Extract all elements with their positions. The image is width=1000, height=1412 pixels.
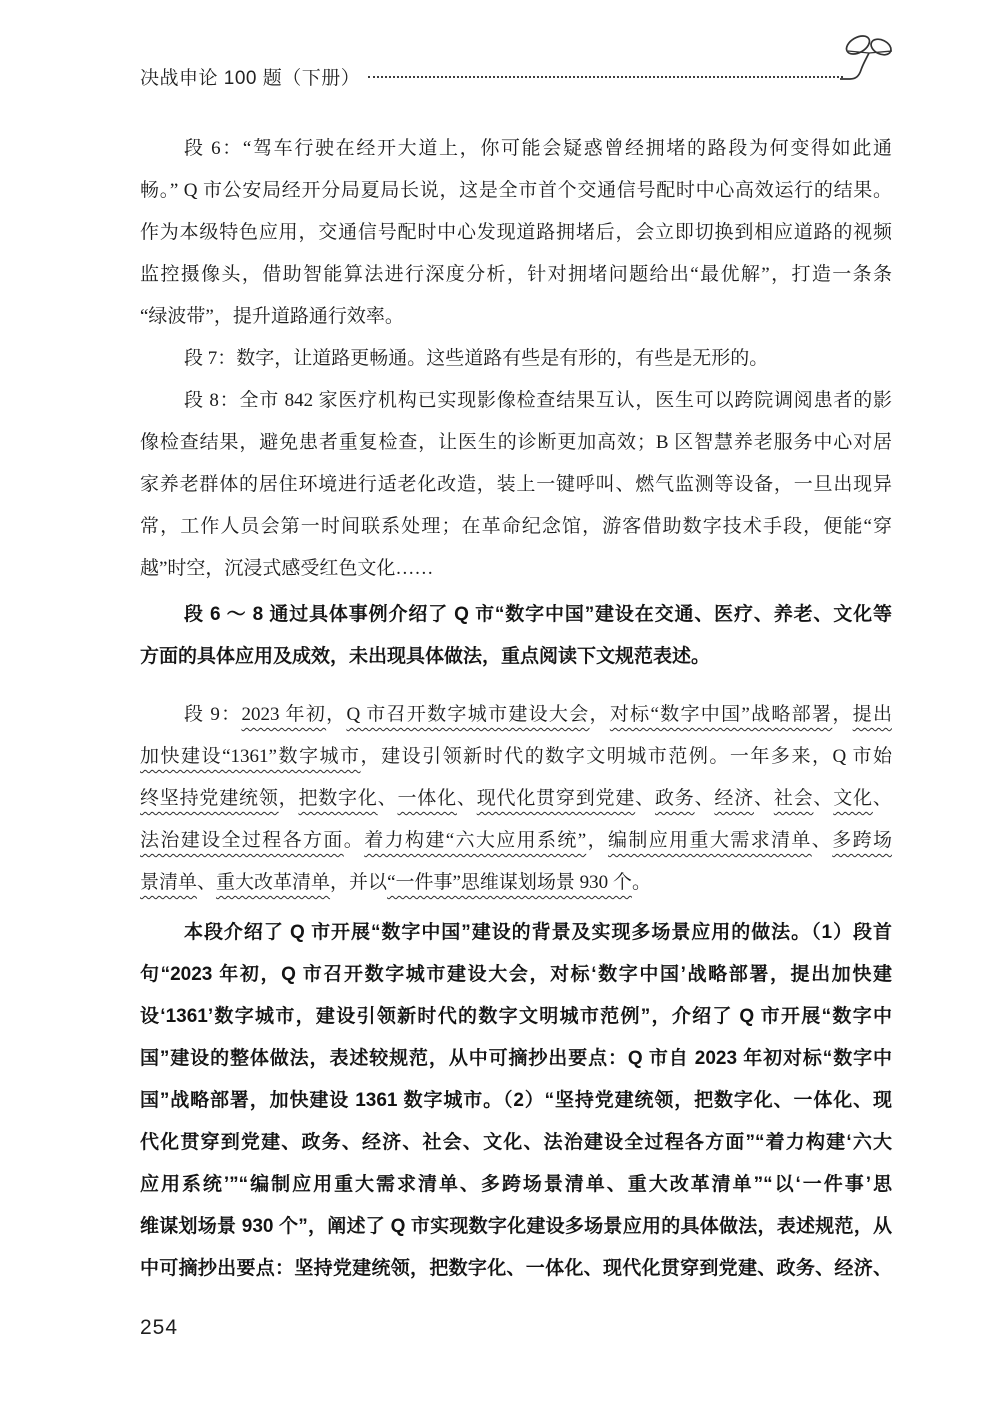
paragraph-comment-duan9 (140, 912, 892, 1290)
wavy-underlined-text: 法治建设全过程各方面 (140, 830, 344, 851)
text-line (140, 996, 892, 1038)
wavy-underlined-text: 着力构建“六大应用系统” (364, 830, 587, 851)
text-line (140, 912, 892, 954)
page-header (140, 42, 898, 92)
wavy-underlined-text: 政务 (654, 788, 695, 809)
paragraph-duan8 (140, 380, 892, 590)
wavy-underlined-text: 终坚持党建统领 (140, 788, 279, 809)
paragraph-duan6 (140, 128, 892, 338)
wavy-underlined-text: 编制应用重大需求清单 (608, 830, 812, 851)
text-line (140, 338, 892, 380)
text-segment: 国”战略部署，加快建设 1361 数字城市。（2）“坚持党建统领，把数字化、一体化、现 (140, 1090, 892, 1111)
text-line (140, 1206, 892, 1248)
text-segment: 、 (694, 788, 715, 809)
wavy-underlined-text: 文化 (833, 788, 873, 809)
wavy-underlined-text: 社会 (773, 788, 814, 809)
text-line (140, 820, 892, 862)
text-line (140, 1122, 892, 1164)
text-segment: ， (326, 704, 347, 725)
text-line (140, 128, 892, 170)
text-segment: 。 (343, 830, 365, 851)
text-line (140, 464, 892, 506)
text-segment: 、 (377, 788, 398, 809)
wavy-underlined-text: 现代化贯穿到党建 (476, 788, 636, 809)
text-segment: 。 (631, 872, 651, 893)
text-segment: ， (589, 704, 610, 725)
paragraph-comment-duan6-8 (140, 594, 892, 678)
text-line (140, 548, 892, 590)
text-line (140, 506, 892, 548)
text-segment: 畅。” Q 市公安局经开分局夏局长说，这是全市首个交通信号配时中心高效运行的结果。 (140, 180, 892, 201)
wavy-underlined-text: 经济 (714, 788, 754, 809)
document-body (140, 128, 892, 1290)
wavy-underlined-text: Q 市召开数字城市建设大会 (346, 704, 590, 725)
wavy-underlined-text: 对标“数字中国”战略部署 (609, 704, 833, 725)
text-segment: ，并以 (330, 872, 388, 893)
text-segment: 常，工作人员会第一时间联系处理；在革命纪念馆，游客借助数字技术手段，便能“穿 (140, 516, 892, 537)
wavy-underlined-text: 一体化 (397, 788, 457, 809)
wavy-underlined-text: 多跨场 (832, 830, 892, 851)
book-title: 决战申论 100 题（下册） (140, 68, 361, 89)
text-line (140, 736, 892, 778)
text-line (140, 862, 892, 904)
text-segment: 方面的具体应用及成效，未出现具体做法，重点阅读下文规范表述。 (140, 646, 711, 667)
header-dotted-rule (368, 76, 843, 78)
text-segment: 国”建设的整体做法，表述较规范，从中可摘抄出要点：Q 市自 2023 年初对标“数字中 (140, 1048, 892, 1069)
text-line (140, 1080, 892, 1122)
text-segment: 家养老群体的居住环境进行适老化改造，装上一键呼叫、燃气监测等设备，一旦出现异 (140, 474, 892, 495)
text-segment: 段 9： (184, 704, 242, 725)
text-segment: 、 (635, 788, 655, 809)
text-segment: 、 (754, 788, 774, 809)
text-line (140, 954, 892, 996)
text-segment: 段 8：全市 842 家医疗机构已实现影像检查结果互认，医生可以跨院调阅患者的影 (184, 390, 892, 411)
wavy-underlined-text: 提出 (852, 704, 892, 725)
text-segment: “绿波带”，提升道路通行效率。 (140, 306, 404, 327)
text-segment: ， (586, 830, 608, 851)
text-line (140, 422, 892, 464)
text-segment: ，建设引领新时代的数字文明城市范例。一年多来，Q 市始 (360, 746, 892, 767)
text-segment: 、 (197, 872, 217, 893)
text-line (140, 594, 892, 636)
paragraph-duan9 (140, 694, 892, 904)
page-number: 254 (140, 1316, 179, 1339)
wavy-underlined-text: 景清单 (140, 872, 198, 893)
text-segment: 中可摘抄出要点：坚持党建统领，把数字化、一体化、现代化贯穿到党建、政务、经济、 (140, 1258, 892, 1279)
text-segment: 、 (872, 788, 892, 809)
text-line (140, 170, 892, 212)
text-line (140, 380, 892, 422)
text-segment: 段 7：数字，让道路更畅通。这些道路有些是有形的，有些是无形的。 (184, 348, 769, 369)
text-segment: 段 6：“驾车行驶在经开大道上，你可能会疑惑曾经拥堵的路段为何变得如此通 (184, 138, 892, 159)
text-segment: 设‘1361’数字城市，建设引领新时代的数字文明城市范例”，介绍了 Q 市开展“数字中 (140, 1006, 892, 1027)
text-segment: 监控摄像头，借助智能算法进行深度分析，针对拥堵问题给出“最优解”，打造一条条 (140, 264, 892, 285)
text-line (140, 636, 892, 678)
text-segment: 维谋划场景 930 个”，阐述了 Q 市实现数字化建设多场景应用的具体做法，表述规范，从 (140, 1216, 892, 1237)
text-line (140, 296, 892, 338)
wavy-underlined-text: “一件事”思维谋划场景 930 个 (387, 872, 632, 893)
text-line (140, 778, 892, 820)
wavy-underlined-text: 加快建设“1361”数字城市 (140, 746, 361, 767)
text-segment: 像检查结果，避免患者重复检查，让医生的诊断更加高效；B 区智慧养老服务中心对居 (140, 432, 892, 453)
sprout-leaf-icon (840, 23, 898, 83)
wavy-underlined-text: 重大改革清单 (216, 872, 331, 893)
text-line (140, 1164, 892, 1206)
text-segment: ， (278, 788, 299, 809)
text-segment: 越”时空，沉浸式感受红色文化…… (140, 558, 434, 579)
text-segment: 作为本级特色应用，交通信号配时中心发现道路拥堵后，会立即切换到相应道路的视频 (140, 222, 892, 243)
wavy-underlined-text: 2023 年初 (241, 704, 327, 725)
text-segment: 代化贯穿到党建、政务、经济、社会、文化、法治建设全过程各方面”“着力构建‘六大 (140, 1132, 892, 1153)
paragraph-duan7 (140, 338, 892, 380)
text-segment: 、 (456, 788, 477, 809)
text-segment: 应用系统’”“编制应用重大需求清单、多跨场景清单、重大改革清单”“以‘一件事’思 (140, 1174, 892, 1195)
text-segment: 段 6 ～ 8 通过具体事例介绍了 Q 市“数字中国”建设在交通、医疗、养老、文化等 (184, 604, 892, 625)
text-segment: 本段介绍了 Q 市开展“数字中国”建设的背景及实现多场景应用的做法。（1）段首 (184, 922, 892, 943)
text-line (140, 1038, 892, 1080)
text-line (140, 254, 892, 296)
wavy-underlined-text: 把数字化 (298, 788, 378, 809)
text-segment: ， (832, 704, 853, 725)
text-line (140, 212, 892, 254)
text-segment: 、 (813, 788, 834, 809)
text-line (140, 694, 892, 736)
text-line (140, 1248, 892, 1290)
text-segment: 句“2023 年初，Q 市召开数字城市建设大会，对标‘数字中国’战略部署，提出加快建 (140, 964, 892, 985)
text-segment: 、 (811, 830, 833, 851)
